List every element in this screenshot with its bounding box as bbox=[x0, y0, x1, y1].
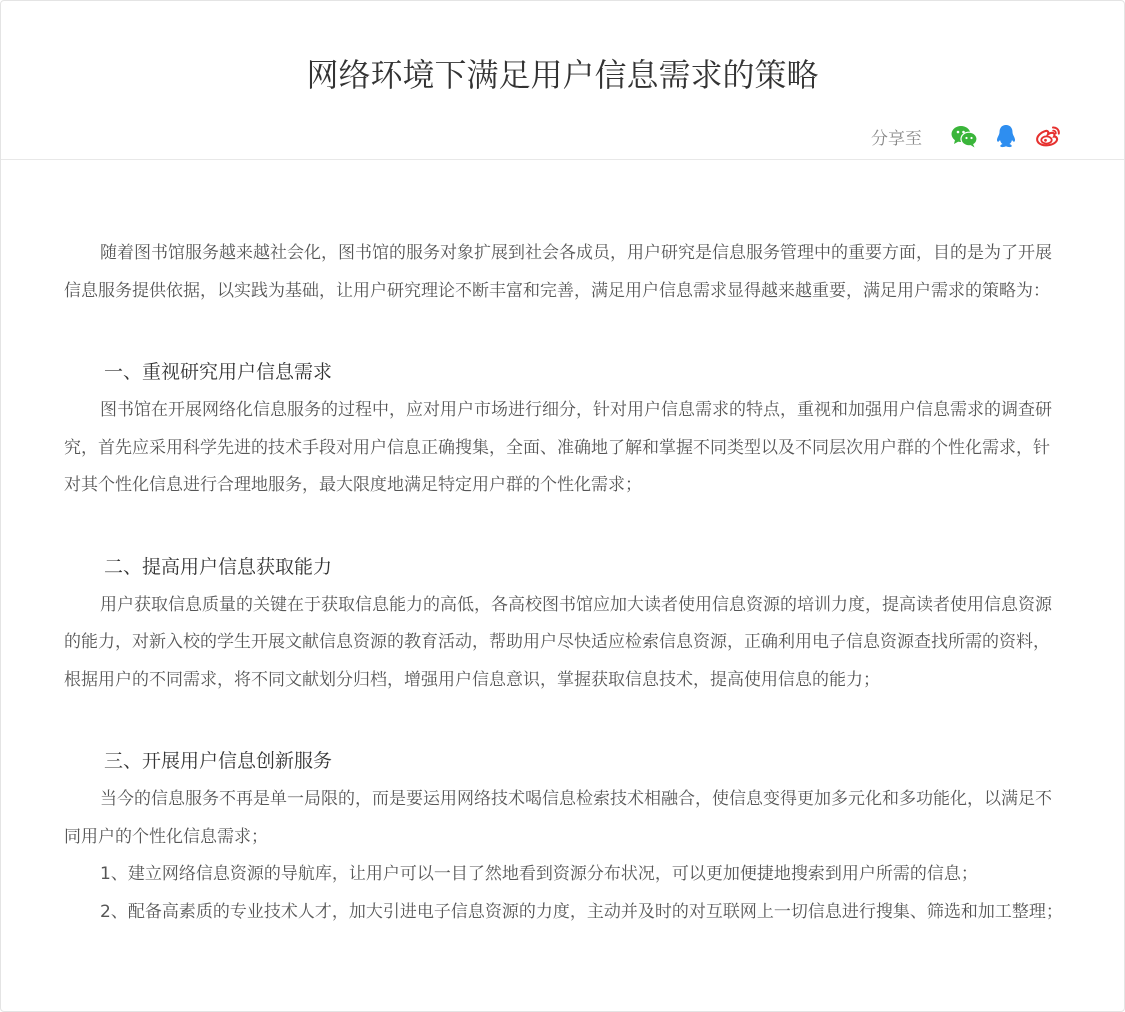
section-heading-2: 二、提高用户信息获取能力 bbox=[104, 555, 333, 578]
weibo-icon[interactable] bbox=[1034, 122, 1062, 150]
qq-icon[interactable] bbox=[992, 122, 1020, 150]
section-3-item-1: 1、建立网络信息资源的导航库，让用户可以一目了然地看到资源分布状况，可以更加便捷地搜索到用户所需的信息； bbox=[100, 864, 978, 884]
section-2-paragraph: 用户获取信息质量的关键在于获取信息能力的高低，各高校图书馆应加大读者使用信息资源的培训力度，提高读者使用信息资源的能力，对新入校的学生开展文献信息资源的教育活动，帮助用户尽快适应检索信息资源，正确利用电子信息资源查找所需的资料，根据用户的不同需求，将不同文献划分归档，增强用户信息意识，掌握获取信息技术，提高使用信息的能力； bbox=[64, 594, 1052, 690]
intro-paragraph: 随着图书馆服务越来越社会化，图书馆的服务对象扩展到社会各成员，用户研究是信息服务管理中的重要方面，目的是为了开展信息服务提供依据，以实践为基础，让用户研究理论不断丰富和完善，满足用户信息需求显得越来越重要，满足用户需求的策略为： bbox=[64, 243, 1052, 301]
wechat-icon[interactable] bbox=[950, 122, 978, 150]
share-label: 分享至 bbox=[871, 128, 922, 149]
section-3-item-2: 2、配备高素质的专业技术人才，加大引进电子信息资源的力度，主动并及时的对互联网上一切信息进行搜集、筛选和加工整理； bbox=[100, 901, 1063, 922]
article-title: 网络环境下满足用户信息需求的策略 bbox=[306, 56, 819, 94]
article-body bbox=[64, 235, 1064, 931]
section-3-paragraph: 当今的信息服务不再是单一局限的，而是要运用网络技术喝信息检索技术相融合，使信息变得更加多元化和多功能化，以满足不同用户的个性化信息需求； bbox=[64, 789, 1052, 847]
section-heading-1: 一、重视研究用户信息需求 bbox=[104, 361, 333, 383]
section-heading-3: 三、开展用户信息创新服务 bbox=[104, 750, 333, 772]
share-bar bbox=[871, 119, 1062, 153]
section-1-paragraph: 图书馆在开展网络化信息服务的过程中，应对用户市场进行细分，针对用户信息需求的特点，重视和加强用户信息需求的调查研究，首先应采用科学先进的技术手段对用户信息正确搜集，全面、准确地了解和掌握不同类型以及不同层次用户群的个性化需求，针对其个性化信息进行合理地服务，最大限度地满足特定用户群的个性化需求； bbox=[64, 400, 1052, 495]
article-header bbox=[1, 1, 1124, 160]
